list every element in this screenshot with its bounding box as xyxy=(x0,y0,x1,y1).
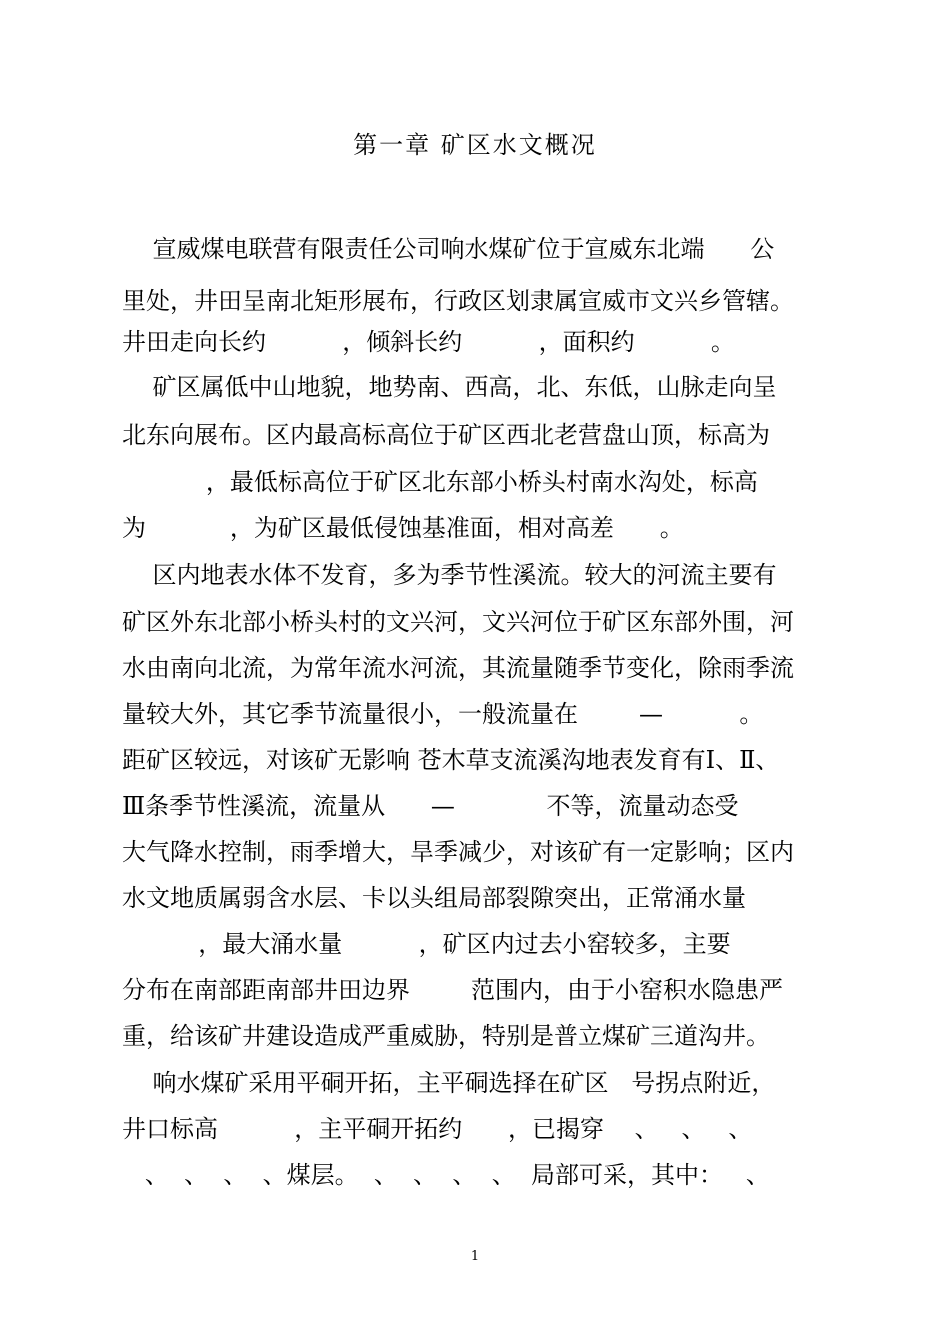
body-line: 大气降水控制，雨季增大，旱季减少，对该矿有一定影响；区内 xyxy=(122,838,794,866)
body-line: 距矿区较远，对该矿无影响 苍木草支流溪沟地表发育有Ⅰ、Ⅱ、 xyxy=(122,746,780,774)
body-line: Ⅲ条季节性溪流，流量从 — 不等，流量动态受 xyxy=(122,792,739,820)
body-line: 里处，井田呈南北矩形展布，行政区划隶属宣威市文兴乡管辖。 xyxy=(122,287,794,315)
body-line: 响水煤矿采用平硐开拓，主平硐选择在矿区 号拐点附近， xyxy=(122,1069,776,1097)
body-line: 重，给该矿井建设造成严重威胁，特别是普立煤矿三道沟井。 xyxy=(122,1022,770,1050)
body-line: 量较大外，其它季节流量很小，一般流量在 — 。 xyxy=(122,700,764,728)
chapter-title: 第一章 矿区水文概况 xyxy=(353,131,597,159)
body-line: ，最大涌水量 ，矿区内过去小窑较多，主要 xyxy=(122,930,731,958)
body-line: 北东向展布。区内最高标高位于矿区西北老营盘山顶，标高为 xyxy=(122,421,770,449)
body-line: 矿区属低中山地貌，地势南、西高，北、东低，山脉走向呈 xyxy=(122,373,777,401)
body-line: 水由南向北流，为常年流水河流，其流量随季节变化，除雨季流 xyxy=(122,654,794,682)
body-line: 井口标高 ，主平硐开拓约 ，已揭穿 、 、 、 xyxy=(122,1115,753,1143)
body-line: 井田走向长约 ，倾斜长约 ，面积约 。 xyxy=(122,328,735,356)
body-line: 宣威煤电联营有限责任公司响水煤矿位于宣威东北端 公 xyxy=(122,235,775,263)
body-line: 矿区外东北部小桥头村的文兴河，文兴河位于矿区东部外围，河 xyxy=(122,608,794,636)
body-line: 分布在南部距南部井田边界 范围内，由于小窑积水隐患严 xyxy=(122,976,784,1004)
body-line: 为 ，为矿区最低侵蚀基准面，相对高差 。 xyxy=(122,514,684,542)
body-line: 水文地质属弱含水层、卡以头组局部裂隙突出，正常涌水量 xyxy=(122,884,746,912)
body-line: ，最低标高位于矿区北东部小桥头村南水沟处，标高 xyxy=(122,468,758,496)
page-number: 1 xyxy=(470,1249,480,1264)
body-line: 、 、 、 、煤层。 、 、 、 、 局部可采，其中： 、 xyxy=(122,1161,770,1189)
body-line: 区内地表水体不发育，多为季节性溪流。较大的河流主要有 xyxy=(122,561,777,589)
